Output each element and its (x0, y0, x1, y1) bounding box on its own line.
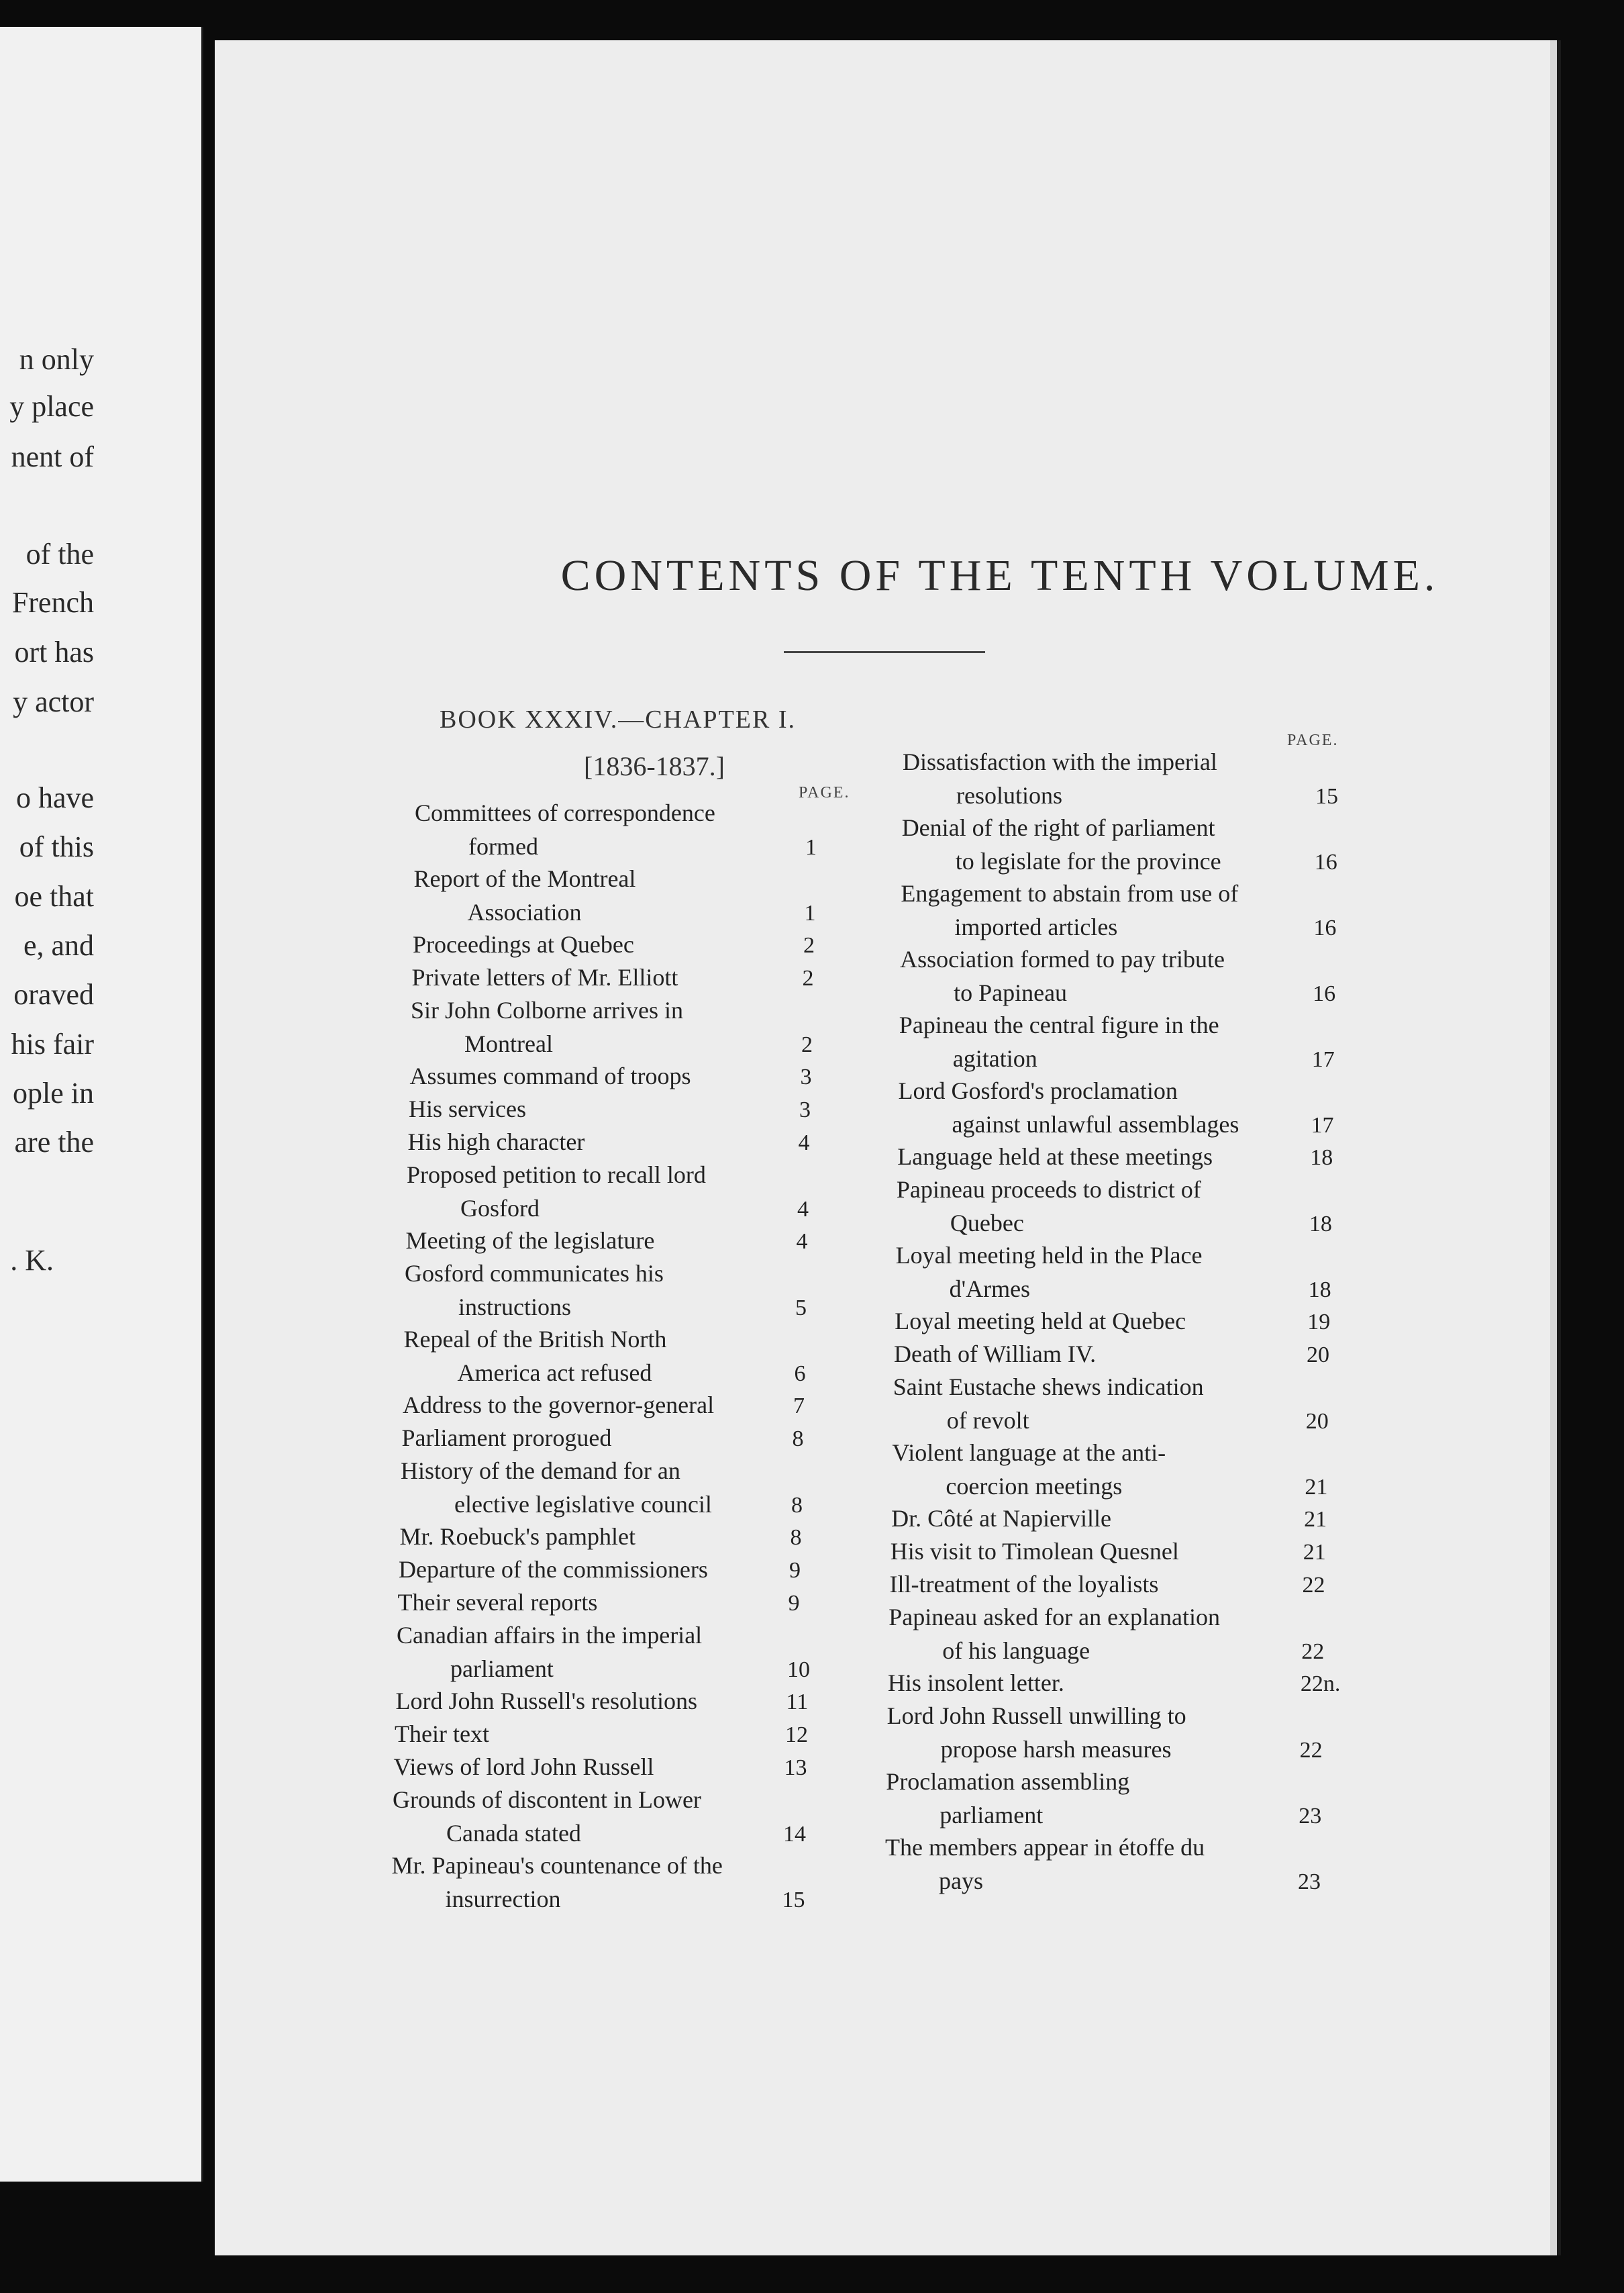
contents-entry (892, 1436, 1166, 1503)
contents-entry (411, 993, 683, 1061)
entry-title: Papineau the central figure in the (899, 1012, 1219, 1038)
contents-entry (887, 1699, 1186, 1766)
entry-title: Address to the governor-general (403, 1392, 715, 1418)
entry-title: Mr. Roebuck's pamphlet (399, 1523, 636, 1550)
contents-entry (894, 1337, 1096, 1371)
entry-title: Their several reports (397, 1589, 598, 1616)
entry-title-continued: America act refused (457, 1359, 652, 1386)
contents-entry (401, 1454, 712, 1521)
contents-entry (392, 1849, 723, 1916)
entry-title: Ill-treatment of the loyalists (889, 1571, 1159, 1598)
entry-title-continued: propose harsh measures (940, 1736, 1172, 1763)
contents-entry (888, 1666, 1064, 1700)
entry-title: Lord Gosford's proclamation (898, 1077, 1178, 1104)
contents-entry (397, 1618, 702, 1686)
contents-entry (889, 1600, 1220, 1667)
contents-entry (899, 1008, 1219, 1075)
entry-page-number: 13 (784, 1755, 807, 1780)
contents-entry (895, 1304, 1186, 1338)
entry-page-number: 16 (1314, 850, 1337, 875)
contents-entry (886, 1765, 1129, 1832)
entry-title: The members appear in étoffe du (885, 1834, 1205, 1861)
contents-entry (899, 1074, 1239, 1141)
entry-title-continued: pays (939, 1867, 983, 1894)
entry-title: Proposed petition to recall lord (407, 1161, 706, 1188)
contents-entry (405, 1257, 664, 1324)
contents-entry (414, 862, 636, 929)
entry-page-number: 22n. (1300, 1671, 1341, 1696)
left-page-text-fragment: ort has (14, 636, 94, 669)
entry-title: His insolent letter. (887, 1669, 1064, 1696)
left-page-text-fragment: e, and (23, 929, 94, 962)
entry-page-number: 3 (800, 1065, 812, 1089)
contents-entry (415, 796, 715, 863)
contents-entry (410, 1059, 691, 1093)
entry-page-number: 22 (1299, 1738, 1323, 1763)
entry-title: Assumes command of troops (409, 1063, 691, 1089)
entry-page-number: 12 (785, 1722, 808, 1747)
right-page-label: PAGE. (1287, 732, 1339, 749)
entry-title: Dr. Côté at Napierville (891, 1505, 1111, 1532)
entry-title: Papineau proceeds to district of (896, 1176, 1201, 1203)
entry-page-number: 11 (786, 1690, 809, 1714)
entry-title: His visit to Timolean Quesnel (890, 1538, 1179, 1565)
entry-page-number: 16 (1313, 916, 1337, 940)
left-page (0, 27, 203, 2182)
entry-title: Meeting of the legislature (405, 1227, 655, 1254)
contents-entry (412, 961, 678, 994)
entry-page-number: 21 (1303, 1540, 1326, 1565)
entry-page-number: 18 (1308, 1277, 1331, 1302)
entry-title: Proceedings at Quebec (413, 931, 634, 958)
contents-entry (897, 1140, 1213, 1173)
entry-page-number: 10 (787, 1657, 810, 1682)
entry-page-number: 15 (1315, 784, 1338, 809)
contents-entry (396, 1684, 698, 1718)
entry-page-number: 4 (796, 1229, 808, 1254)
entry-title: Proclamation assembling (886, 1768, 1130, 1795)
title-rule (784, 651, 985, 653)
entry-page-number: 17 (1311, 1113, 1334, 1138)
entry-page-number: 6 (794, 1361, 806, 1386)
entry-page-number: 14 (783, 1822, 806, 1847)
entry-title-continued: elective legislative council (454, 1491, 712, 1518)
entry-title-continued: to Papineau (954, 979, 1068, 1006)
entry-page-number: 3 (799, 1097, 811, 1122)
entry-page-number: 5 (795, 1296, 807, 1320)
entry-title: Violent language at the anti- (892, 1439, 1166, 1466)
entry-page-number: 4 (797, 1197, 809, 1222)
left-page-text-fragment: French (11, 586, 94, 619)
contents-entry (403, 1388, 714, 1422)
contents-entry (891, 1502, 1111, 1535)
entry-page-number: 20 (1307, 1343, 1329, 1367)
contents-entry (400, 1520, 636, 1553)
entry-page-number: 15 (782, 1888, 805, 1912)
left-page-text-fragment: o have (15, 781, 94, 814)
entry-title: Sir John Colborne arrives in (411, 997, 683, 1024)
entry-title: Departure of the commissioners (399, 1556, 708, 1583)
entry-title: His services (409, 1095, 526, 1122)
entry-title-continued: d'Armes (949, 1275, 1031, 1302)
entry-title: Lord John Russell's resolutions (395, 1688, 697, 1714)
entry-title-continued: instructions (458, 1294, 571, 1320)
entry-title: Loyal meeting held at Quebec (895, 1308, 1186, 1334)
contents-entry (885, 1831, 1205, 1898)
entry-page-number: 1 (804, 901, 816, 926)
entry-title-continued: imported articles (954, 914, 1118, 940)
entry-page-number: 22 (1301, 1639, 1325, 1664)
entry-page-number: 8 (792, 1426, 804, 1451)
left-page-text-fragment: his fair (11, 1028, 94, 1061)
left-page-text-fragment: nent of (11, 440, 94, 473)
contents-entry (900, 942, 1225, 1010)
entry-page-number: 23 (1299, 1804, 1322, 1828)
entry-title: Lord John Russell unwilling to (886, 1702, 1186, 1729)
left-page-text-fragment: of this (19, 830, 94, 863)
contents-entry (404, 1322, 667, 1389)
entry-title-continued: to legislate for the province (955, 848, 1221, 875)
entry-title-continued: parliament (450, 1655, 554, 1682)
contents-entry (891, 1534, 1179, 1568)
book-heading: BOOK XXXIV.—CHAPTER I. (440, 705, 796, 734)
entry-title-continued: formed (468, 833, 538, 860)
contents-entry (407, 1158, 706, 1225)
entry-page-number: 21 (1305, 1475, 1328, 1500)
contents-entry (409, 1092, 526, 1126)
entry-title: History of the demand for an (401, 1457, 680, 1484)
entry-title: Denial of the right of parliament (901, 814, 1215, 841)
entry-title: Mr. Papineau's countenance of the (391, 1852, 723, 1879)
entry-title: Loyal meeting held in the Place (895, 1242, 1203, 1269)
contents-entry (897, 1173, 1201, 1240)
entry-title: Saint Eustache shews indication (893, 1373, 1204, 1400)
left-page-label: PAGE. (799, 784, 850, 801)
contents-entry (408, 1125, 585, 1159)
entry-page-number: 9 (788, 1591, 800, 1616)
left-page-text-fragment: oe that (14, 880, 94, 913)
entry-title: Death of William IV. (894, 1340, 1097, 1367)
entry-title: His high character (407, 1128, 585, 1155)
entry-title-continued: Montreal (464, 1030, 553, 1057)
entry-page-number: 19 (1307, 1310, 1331, 1334)
entry-title: Association formed to pay tribute (900, 946, 1225, 973)
contents-entry (398, 1585, 598, 1619)
entry-title-continued: Canada stated (446, 1820, 581, 1847)
contents-entry (413, 928, 634, 961)
entry-page-number: 7 (793, 1394, 805, 1418)
entry-title-continued: of his language (942, 1637, 1090, 1664)
entry-title: Report of the Montreal (413, 865, 636, 892)
left-page-text-fragment: y actor (13, 685, 94, 718)
entry-title-continued: coercion meetings (946, 1473, 1123, 1500)
entry-page-number: 2 (801, 1032, 813, 1057)
entry-title: Papineau asked for an explanation (889, 1604, 1221, 1630)
contents-entry (393, 1783, 701, 1850)
entry-title-continued: parliament (940, 1802, 1044, 1828)
entry-page-number: 8 (791, 1493, 803, 1518)
entry-title: Committees of correspondence (415, 799, 715, 826)
entry-title: Canadian affairs in the imperial (397, 1622, 703, 1649)
left-page-text-fragment: y place (9, 390, 94, 423)
entry-title: Views of lord John Russell (393, 1753, 654, 1780)
entry-page-number: 17 (1311, 1047, 1335, 1072)
entry-title: Grounds of discontent in Lower (393, 1786, 701, 1813)
contents-entry (399, 1553, 708, 1586)
entry-page-number: 18 (1309, 1212, 1332, 1236)
contents-entry (893, 1370, 1204, 1437)
left-page-text-fragment: n only (19, 343, 94, 376)
entry-page-number: 2 (802, 966, 814, 991)
entry-title-continued: resolutions (956, 782, 1062, 809)
contents-entry (395, 1717, 489, 1751)
contents-entry (394, 1750, 654, 1784)
entry-page-number: 4 (798, 1130, 810, 1155)
entry-page-number: 18 (1310, 1145, 1333, 1170)
entry-title: Dissatisfaction with the imperial (903, 748, 1217, 775)
contents-entry (896, 1238, 1203, 1306)
entry-page-number: 2 (803, 933, 815, 958)
entry-title-continued: Quebec (950, 1210, 1024, 1236)
years-range: [1836-1837.] (584, 751, 725, 781)
entry-page-number: 9 (789, 1558, 801, 1583)
entry-title-continued: of revolt (946, 1407, 1029, 1434)
left-page-text-fragment: ople in (13, 1077, 94, 1110)
entry-page-number: 21 (1304, 1507, 1327, 1532)
entry-title-continued: insurrection (445, 1886, 561, 1912)
entry-title-continued: Gosford (460, 1195, 540, 1222)
entry-title: Private letters of Mr. Elliott (411, 964, 678, 991)
entry-title-continued: against unlawful assemblages (952, 1111, 1239, 1138)
contents-entry (903, 745, 1217, 812)
entry-page-number: 22 (1302, 1573, 1325, 1598)
entry-title: Their text (395, 1720, 489, 1747)
left-page-text-fragment: oraved (13, 978, 94, 1011)
entry-page-number: 16 (1313, 981, 1336, 1006)
page-title: CONTENTS OF THE TENTH VOLUME. (560, 551, 1439, 600)
contents-entry (406, 1224, 655, 1257)
entry-title: Parliament prorogued (401, 1424, 612, 1451)
left-page-text-fragment: are the (14, 1126, 94, 1159)
entry-page-number: 8 (790, 1525, 802, 1550)
entry-page-number: 20 (1305, 1409, 1329, 1434)
left-page-text-fragment: of the (26, 538, 94, 571)
contents-entry (890, 1567, 1159, 1601)
contents-entry (402, 1421, 612, 1455)
entry-title: Language held at these meetings (897, 1143, 1213, 1170)
entry-page-number: 23 (1298, 1869, 1321, 1894)
entry-title: Repeal of the British North (403, 1326, 667, 1353)
entry-title-continued: Association (467, 899, 582, 926)
entry-page-number: 1 (805, 835, 817, 860)
left-page-text-fragment: . K. (10, 1244, 54, 1277)
entry-title: Engagement to abstain from use of (901, 880, 1239, 907)
contents-entry (901, 877, 1238, 944)
contents-entry (902, 811, 1221, 878)
entry-title: Gosford communicates his (405, 1260, 664, 1287)
entry-title-continued: agitation (952, 1045, 1037, 1072)
